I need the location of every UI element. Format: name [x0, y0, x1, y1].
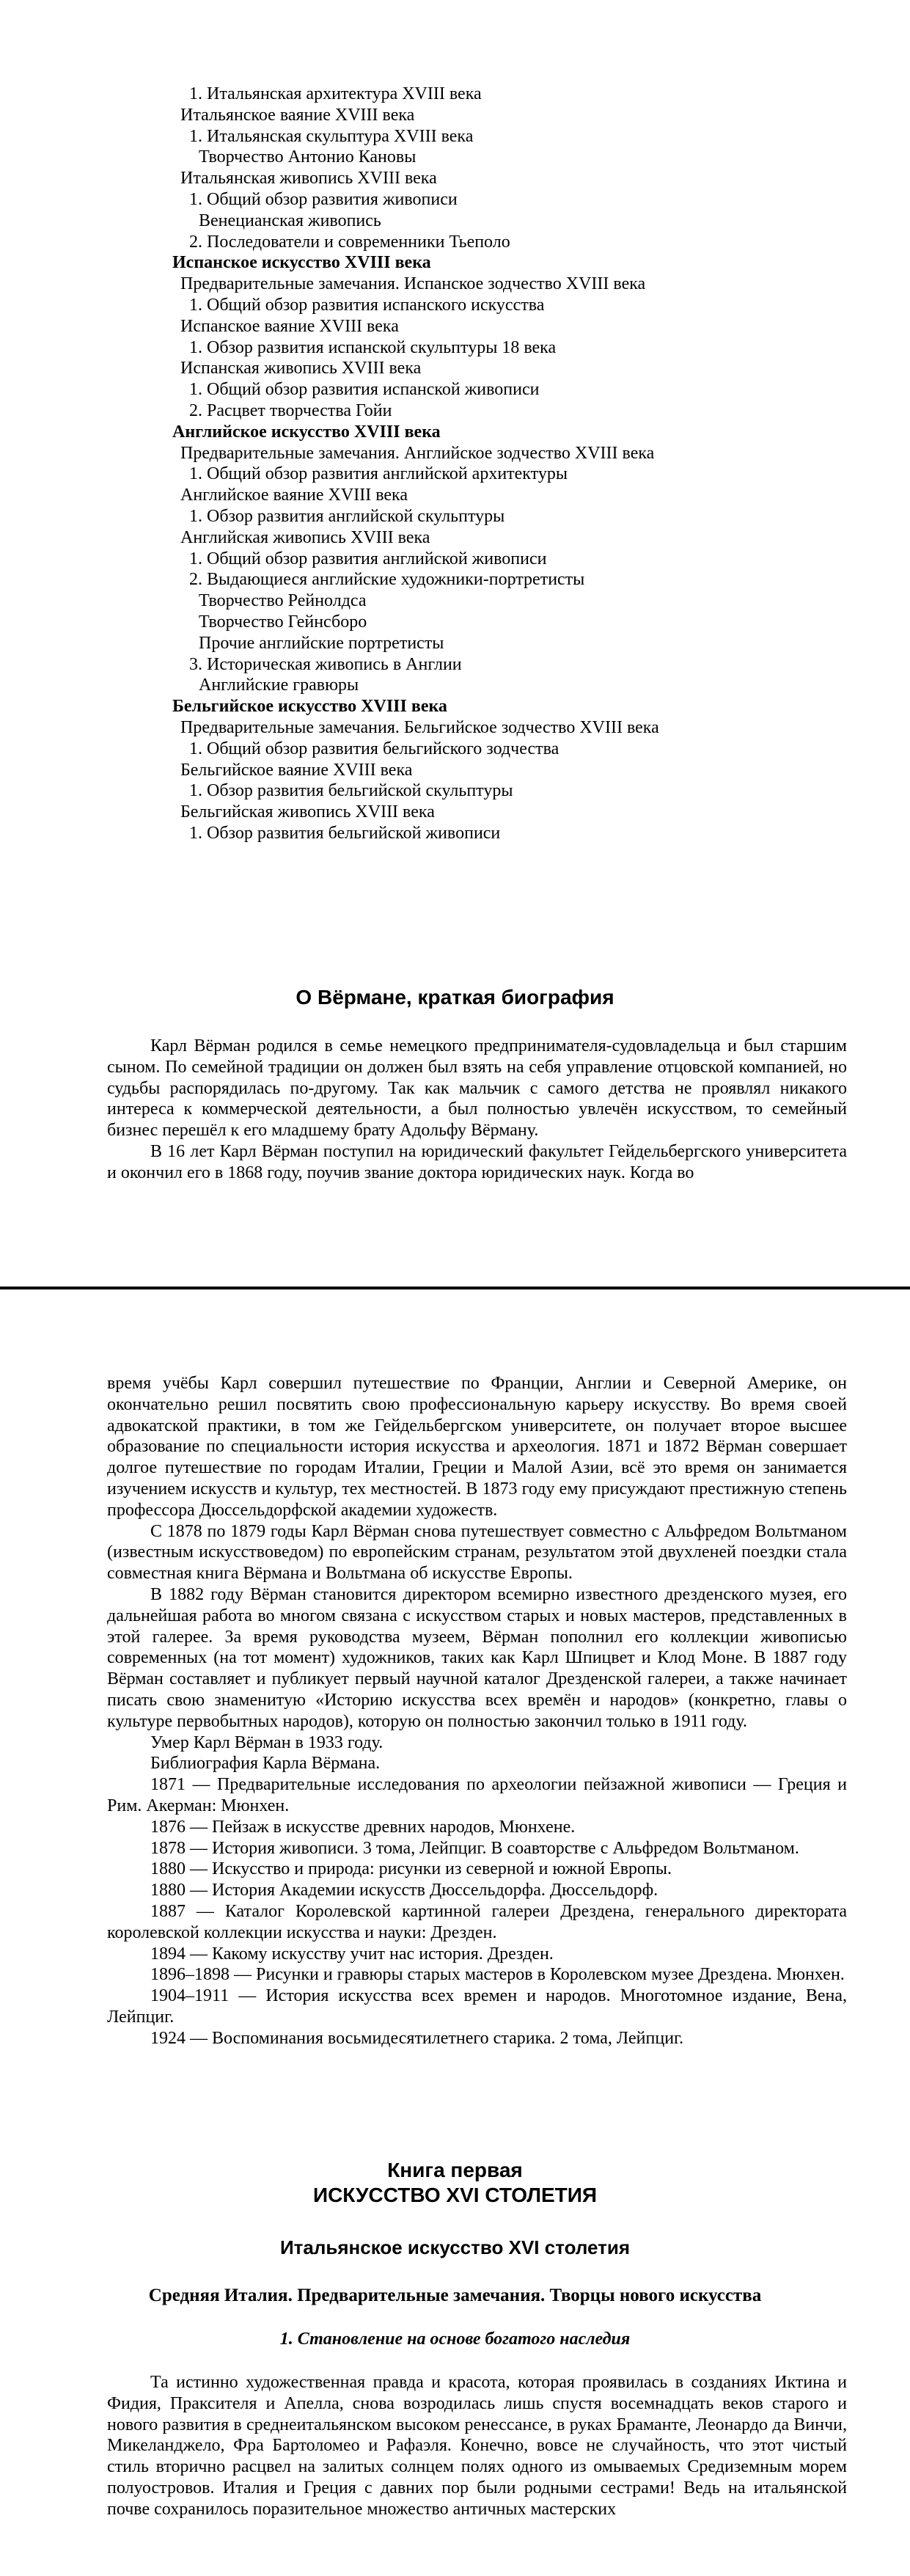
paragraph: С 1878 по 1879 годы Карл Вёрман снова путешествует совместно с Альфредом Вольтманом (известным искусствоведом) по европейским странам, результатом этой двухленей поездки стала совместная книга Вёрмана и Вольтмана об искусстве Европы. — [107, 1521, 847, 1584]
toc-entry: Прочие английские портретисты — [199, 633, 444, 653]
toc-entry: Творчество Гейнсборо — [199, 612, 367, 632]
paragraph: Умер Карл Вёрман в 1933 году. — [150, 1732, 384, 1752]
toc-entry: 1. Общий обзор развития английской живописи — [189, 549, 547, 568]
toc-entry: 2. Выдающиеся английские художники-портретисты — [189, 570, 585, 590]
paragraph: 1924 — Воспоминания восьмидесятилетнего старика. 2 тома, Лейпциг. — [150, 2028, 684, 2048]
book-title-line-1: Книга первая — [387, 2159, 523, 2181]
section-title: Итальянское искусство XVI столетия — [279, 2236, 630, 2258]
document-page-1 — [0, 0, 910, 1287]
toc-entry: 2. Расцвет творчества Гойи — [189, 400, 392, 420]
toc-entry: 1. Обзор развития бельгийской живописи — [189, 823, 501, 843]
paragraph: В 1882 году Вёрман становится директором всемирно известного дрезденского музея, его дальнейшая работа во многом связана с искусством старых и новых мастеров, представленных в этой галерее. За время руководства музеем, Вёрман пополнил его коллекции живописью современных (на тот момент) художников, таких как Карл Шпицвет и Клод Моне. В 1887 году Вёрман составляет и публикует первый научной каталог Дрезденской галереи, а также начинает писать свою знаменитую «Историю искусства всех времён и народов» (конкретно, главы о культуре первобытных народов), которую он полностью закончил только в 1911 году. — [107, 1584, 847, 1731]
document-page-2 — [0, 1289, 910, 2576]
paragraph: В 16 лет Карл Вёрман поступил на юридический факультет Гейдельбергского университета и окончил его в 1868 году, поучив звание доктора юридических наук. Когда во — [107, 1141, 847, 1182]
paragraph: 1894 — Какому искусству учит нас история. Дрезден. — [150, 1944, 554, 1964]
toc-chapter-heading: Английское искусство XVIII века — [172, 422, 441, 442]
toc-entry: 1. Общий обзор развития английской архитектуры — [189, 464, 568, 484]
toc-entry: 1. Общий обзор развития испанского искусства — [189, 295, 545, 315]
paragraph: 1887 — Каталог Королевской картинной галереи Дрездена, генерального директората королевской коллекции искусства и науки: Дрезден. — [107, 1901, 847, 1942]
chapter-title: 1. Становление на основе богатого наследия — [279, 2330, 631, 2349]
toc-entry: 1. Обзор развития английской скульптуры — [189, 506, 505, 526]
toc-entry: 1. Итальянская скульптура XVIII века — [189, 126, 474, 146]
biography-title: О Вёрмане, краткая биография — [296, 986, 614, 1009]
paragraph: 1878 — История живописи. 3 тома, Лейпциг. В соавторстве с Альфредом Вольтманом. — [150, 1838, 799, 1858]
paragraph: 1904–1911 — История искусства всех времен и народов. Многотомное издание, Вена, Лейпциг. — [107, 1986, 847, 2027]
toc-entry: Предварительные замечания. Бельгийское зодчество XVIII века — [180, 717, 659, 737]
paragraph: 1871 — Предварительные исследования по археологии пейзажной живописи — Греция и Рим. Акерман: Мюнхен. — [107, 1775, 847, 1815]
toc-entry: Английское ваяние XVIII века — [180, 486, 408, 505]
toc-entry: Бельгийская живопись XVIII века — [180, 802, 435, 822]
paragraph-continued: время учёбы Карл совершил путешествие по Франции, Англии и Северной Америке, он окончательно решил посвятить свою профессиональную карьеру искусству. Во время своей адвокатской практики, в том же Гейдельбергском университете, он получает второе высшее образование по специальности история искусства и археология. 1871 и 1872 Вёрман совершает долгое путешествие по городам Италии, Греции и Малой Азии, всё это время он занимается изучением искусств и культур, тех местностей. В 1873 году ему присуждают престижную степень профессора Дюссельдорфской академии художеств. — [107, 1374, 847, 1520]
toc-entry: Испанская живопись XVIII века — [180, 359, 422, 378]
toc-entry: Итальянская живопись XVIII века — [180, 169, 437, 189]
paragraph: Карл Вёрман родился в семье немецкого предпринимателя-судовладельца и был старшим сыном. По семейной традиции он должен был взять на себя управление отцовской компанией, но судьбы распорядилась по-другому. Так как мальчик с самого детства не проявлял никакого интереса к коммерческой деятельности, а был полностью увлечён искусством, то семейный бизнес перешёл к его младшему брату Адольфу Вёрману. — [107, 1036, 847, 1141]
toc-entry: 3. Историческая живопись в Англии — [189, 654, 462, 674]
paragraph: 1896–1898 — Рисунки и гравюры старых мастеров в Королевском музее Дрездена. Мюнхен. — [150, 1965, 845, 1985]
toc-entry: 2. Последователи и современники Тьеполо — [189, 232, 510, 252]
toc-entry: Предварительные замечания. Испанское зодчество XVIII века — [180, 274, 646, 294]
paragraph: 1876 — Пейзаж в искусстве древних народов, Мюнхене. — [150, 1817, 576, 1837]
paragraph: Библиография Карла Вёрмана. — [150, 1754, 381, 1774]
biography-text-continued — [107, 1373, 847, 2049]
toc-entry: 1. Общий обзор развития живописи — [189, 189, 458, 209]
toc-entry: Венецианская живопись — [199, 211, 381, 230]
subsection-title: Средняя Италия. Предварительные замечания. Творцы нового искусства — [148, 2286, 762, 2305]
toc-entry: Предварительные замечания. Английское зодчество XVIII века — [180, 443, 655, 463]
paragraph: 1880 — История Академии искусств Дюссельдорфа. Дюссельдорф. — [150, 1881, 658, 1900]
toc-entry: 1. Обзор развития испанской скульптуры 18 века — [189, 337, 557, 357]
toc-entry: Английские гравюры — [199, 676, 359, 695]
toc-entry: Английская живопись XVIII века — [180, 527, 430, 547]
table-of-contents — [0, 84, 910, 844]
toc-entry: Испанское ваяние XVIII века — [180, 316, 399, 336]
toc-entry: Творчество Антонио Кановы — [199, 147, 417, 167]
toc-entry: 1. Общий обзор развития испанской живописи — [189, 380, 540, 400]
toc-entry: Творчество Рейнолдса — [199, 591, 367, 611]
toc-entry: 1. Общий обзор развития бельгийского зодчества — [189, 739, 559, 758]
toc-entry: Итальянское ваяние XVIII века — [180, 105, 415, 125]
book-text — [107, 2372, 847, 2520]
toc-entry: Бельгийское ваяние XVIII века — [180, 760, 413, 780]
paragraph: 1880 — Искусство и природа: рисунки из северной и южной Европы. — [150, 1859, 672, 1879]
book-title — [0, 2158, 910, 2208]
paragraph: Та истинно художественная правда и красота, которая проявилась в созданиях Иктина и Фидия, Праксителя и Апелла, снова возродилась лишь спустя восемнадцать веков старого и нового развития в среднеитальянском высоком ренессансе, в руках Браманте, Леонардо да Винчи, Микеланджело, Фра Бартоломео и Рафаэля. Конечно, вовсе не случайность, что этот чистый стиль вторично расцвел на залитых солнцем полях одного из омываемых Средиземным морем полуостровов. Италия и Греция с давних пор были родными сестрами! Ведь на итальянской почве сохранилось поразительное множество античных мастерских — [107, 2373, 847, 2519]
biography-text-start — [107, 1036, 847, 1184]
toc-chapter-heading: Испанское искусство XVIII века — [172, 253, 431, 273]
toc-entry: 1. Итальянская архитектура XVIII века — [189, 84, 482, 103]
book-title-line-2: ИСКУССТВО XVI СТОЛЕТИЯ — [312, 2184, 598, 2206]
toc-entry: 1. Обзор развития бельгийской скульптуры — [189, 781, 513, 801]
toc-chapter-heading: Бельгийское искусство XVIII века — [172, 697, 447, 717]
